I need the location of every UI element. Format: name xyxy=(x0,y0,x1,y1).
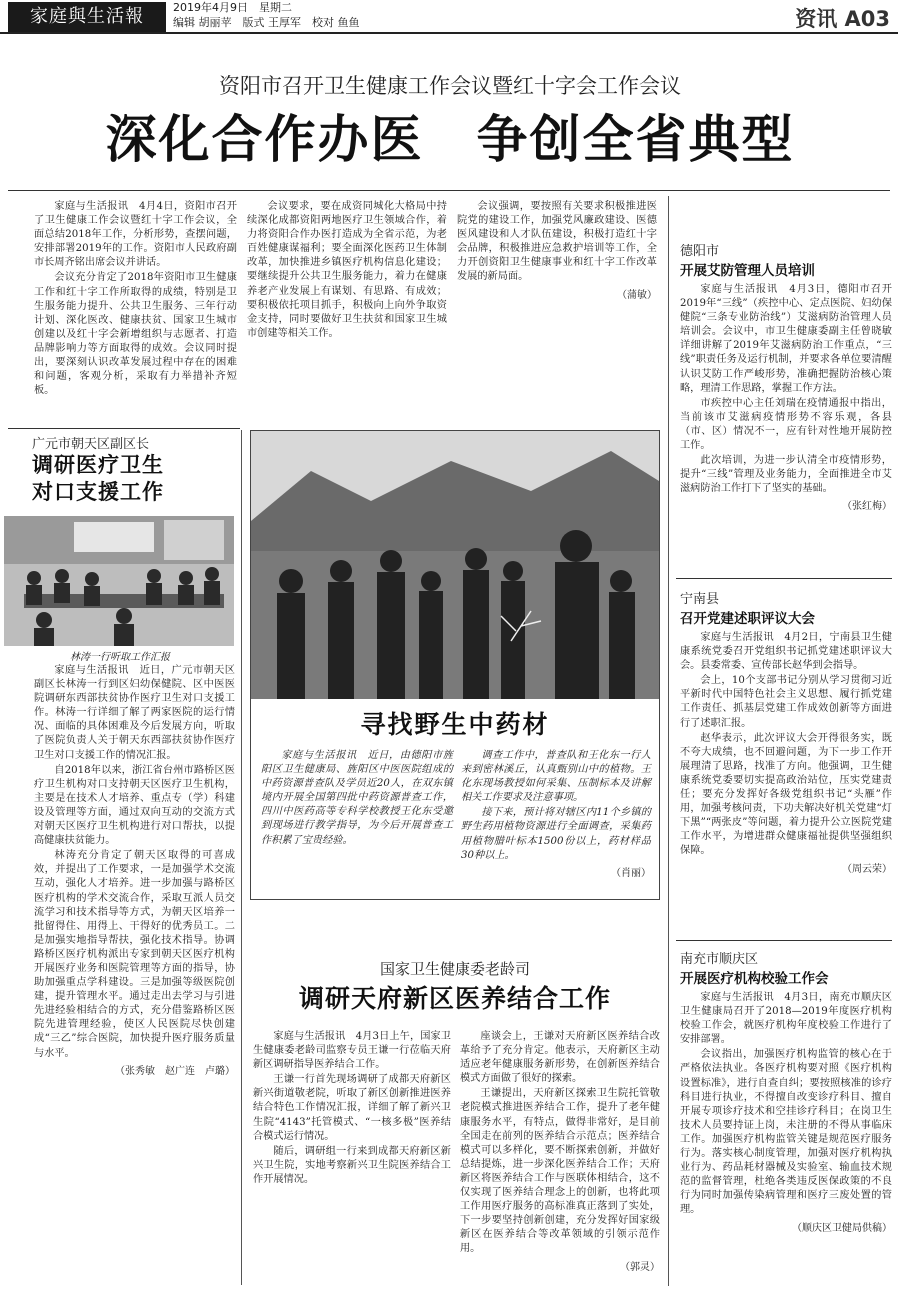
guangyuan-signature: （张秀敏 赵广连 卢璐） xyxy=(115,1065,235,1077)
main-story-paragraph: 会议强调，要按照有关要求积极推进医院党的建设工作，加强党风廉政建设、医德医风建设和人才队伍建设，积极打造红十字会品牌，积极推进应急救护培训等工作，全力开创资阳卫生健康事业和红十字工作改革发展的新局面。 xyxy=(457,201,657,283)
tianfu-signature: （郭灵） xyxy=(620,1261,660,1273)
deyang-paragraph: 市疾控中心主任刘瑞在疫情通报中指出，当前该市艾滋病疫情形势不容乐观，各县（市、区）情况不一，应有针对性地开展防控工作。 xyxy=(680,397,892,452)
ningnan-story xyxy=(680,588,892,875)
guangyuan-photo-caption: 林涛一行听取工作汇报 xyxy=(70,652,170,663)
photo-story-paragraph: 接下来，预计将对辖区内11个乡镇的野生药用植物资源进行全面调查，采集药用植物腊叶标本1500份以上，药材样品30种以上。 xyxy=(461,807,651,861)
masthead-meta xyxy=(173,0,360,30)
guangyuan-place: 广元市朝天区副区长 xyxy=(32,437,150,452)
main-story-paragraph: 会议要求，要在成资同城化大格局中持续深化成都资阳两地医疗卫生领域合作，着力将资阳合作办医打造成为全省示范，为老百姓健康谋福利；要全面深化医药卫生体制改革，加快推进乡镇医疗机构信息化建设；要继续提升公共卫生服务能力，着力在健康养老产业发展上有谋划、有思路、有成效；要积极依托项目抓手，积极向上向外争取资金支持，同时要做好卫生扶贫和国家卫生城市创建等相关工作。 xyxy=(247,201,447,339)
photo-story-signature: （肖丽） xyxy=(611,867,651,879)
main-story-col-1 xyxy=(34,200,237,398)
guangyuan-headline xyxy=(32,451,232,505)
photo-story-box xyxy=(250,430,660,900)
ningnan-headline: 召开党建述职评议大会 xyxy=(680,611,815,627)
photo-story-image xyxy=(251,431,659,699)
deyang-story xyxy=(680,240,892,512)
deyang-headline: 开展艾防管理人员培训 xyxy=(680,263,815,279)
main-story-paragraph: 家庭与生活报讯 4月4日，资阳市召开了卫生健康工作会议暨红十字工作会议，全面总结2018年工作，分析形势，查摆问题，安排部署2019年的工作。资阳市人民政府副市长周齐铭出席会议并讲话。 xyxy=(34,201,237,269)
guangyuan-rule xyxy=(8,428,240,429)
deyang-place: 德阳市 xyxy=(680,244,720,259)
ningnan-paragraph: 赵华表示，此次评议大会开得很务实，既不夸大成绩，也不回避问题，为下一步工作开展理清了思路，找准了方向。他强调，卫生健康系统党委要切实提高政治站位，压实党建责任；要充分发挥好各级党组织书记“头雁”作用，加强考核问责，下功夫解决好机关党建“灯下黑”“两张皮”等问题，着力提升公立医院党建工作水平，为增进群众健康福祉提供坚强组织保障。 xyxy=(680,732,892,857)
ningnan-paragraph: 家庭与生活报讯 4月2日，宁南县卫生健康系统党委召开党组织书记抓党建述职评议大会。县委常委、宣传部长赵华到会指导。 xyxy=(680,632,892,672)
shunqing-paragraph: 会议指出，加强医疗机构监管的核心在于严格依法执业。各医疗机构要对照《医疗机构设置标准》，进行自查自纠；要按照核准的诊疗科目进行执业，不得擅自改变诊疗科目、擅自开展专项诊疗技术和空挂诊疗科目；在岗卫生技术人员要持证上岗，未注册的不得从事临床工作。加强医疗机构监管关键是规范医疗服务行为。落实核心制度管理，加强对医疗机构执业行为、药品耗材器械及实验室、输血技术规范的监督管理，杜绝各类违反医保政策的不良行为同时加强传染病管理和医疗三废处置的管理。 xyxy=(680,1049,892,1216)
newspaper-logo: 家庭與生活報 xyxy=(8,2,166,32)
main-story-col-2 xyxy=(247,200,447,341)
guangyuan-body xyxy=(34,664,235,1077)
main-story-paragraph: 会议充分肯定了2018年资阳市卫生健康工作和红十字工作所取得的成绩，特别是卫生服务能力提升、公共卫生服务、三年行动计划、深化医改、健康扶贫、国家卫生城市创建以及红十字会新增组织与志愿者、打造品牌影响力等方面取得的成效。会议同时提出，要深刻认识改革发展过程中存在的困难和问题，客观分析，采取有力举措补齐短板。 xyxy=(34,272,237,397)
shunqing-signature: （顺庆区卫健局供稿） xyxy=(792,1222,892,1234)
main-story-kicker: 资阳市召开卫生健康工作会议暨红十字会工作会议 xyxy=(219,74,681,98)
shunqing-place: 南充市顺庆区 xyxy=(680,952,759,967)
guangyuan-headline-line: 对口支援工作 xyxy=(32,479,164,504)
shunqing-rule xyxy=(676,940,892,941)
tianfu-col-2 xyxy=(460,1030,660,1273)
main-story-rule xyxy=(8,190,890,191)
tianfu-paragraph: 王谦一行首先现场调研了成都天府新区新兴街道敬老院，听取了新区创新推进医养结合特色工作情况汇报，详细了解了新兴卫生院“4143”托管模式、“一核多极”医养结合模式运行情况。 xyxy=(253,1074,451,1142)
ningnan-paragraph: 会上，10个支部书记分别从学习贯彻习近平新时代中国特色社会主义思想、履行抓党建工作责任、抓基层党建工作成效创新等方面进行了述职汇报。 xyxy=(680,675,892,729)
guangyuan-paragraph: 家庭与生活报讯 近日，广元市朝天区副区长林涛一行到区妇幼保健院、区中医医院调研东西部扶贫协作医疗卫生对口支援工作。林涛一行详细了解了两家医院的运行情况、面临的具体困难及今后发展方向，听取了医院负责人关于朝天东西部扶贫协作医疗卫生对口支援工作的情况汇报。 xyxy=(34,665,235,761)
meeting-photo-illustration xyxy=(4,516,234,646)
wild-herb-search-photo xyxy=(251,431,659,699)
photo-story-col-2 xyxy=(461,749,651,879)
photo-story-col-1 xyxy=(261,749,453,848)
guangyuan-paragraph: 自2018年以来，浙江省台州市路桥区医疗卫生机构对口支持朝天区医疗卫生机构，主要是在技术人才培养、重点专（学）科建设及管理等方面，通过双向互动的交流方式对朝天区医疗卫生机构进行对口帮扶，以提高健康扶贫能力。 xyxy=(34,764,235,847)
column-divider xyxy=(241,430,242,1285)
shunqing-story xyxy=(680,948,892,1234)
main-story-signature: （蒲敏） xyxy=(617,289,657,301)
ningnan-place: 宁南县 xyxy=(680,592,720,607)
tianfu-paragraph: 随后，调研组一行来到成都天府新区新兴卫生院，实地考察新兴卫生院医养结合工作开展情况。 xyxy=(253,1145,451,1185)
staff-credits: 编辑 胡丽苹 版式 王厚军 校对 鱼鱼 xyxy=(173,16,360,29)
tianfu-col-1 xyxy=(253,1030,451,1187)
masthead xyxy=(0,0,898,34)
ningnan-rule xyxy=(676,578,892,579)
column-divider xyxy=(668,196,669,1286)
shunqing-headline: 开展医疗机构校验工作会 xyxy=(680,971,829,987)
tianfu-paragraph: 座谈会上，王谦对天府新区医养结合改革给予了充分肯定。他表示，天府新区主动适应老年健康服务新形势，在创新医养结合模式方面做了很好的探索。 xyxy=(460,1031,660,1085)
issue-date: 2019年4月9日 星期二 xyxy=(173,1,292,14)
deyang-paragraph: 家庭与生活报讯 4月3日，德阳市召开2019年“三线”（疾控中心、定点医院、妇幼保健院“三条专业防治线”）艾滋病防治管理人员培训会。会议中，市卫生健康委副主任曾晓敏详细讲解了2019年艾滋病防治工作重点，“三线”职责任务及运行机制，并要求各单位要清醒认识艾防工作严峻形势，准确把握防治核心策略，理清工作思路，掌握工作方法。 xyxy=(680,284,892,394)
guangyuan-photo xyxy=(4,516,234,646)
section-label: 资讯 A03 xyxy=(795,7,890,31)
photo-story-headline: 寻找野生中药材 xyxy=(360,710,550,739)
photo-story-paragraph: 调查工作中，普查队和王化东一行人来到密林溪丘，认真甄别山中的植物。王化东现场教授如何采集、压制标本及讲解相关工作要求及注意事项。 xyxy=(461,750,651,804)
guangyuan-headline-line: 调研医疗卫生 xyxy=(32,452,164,477)
shunqing-paragraph: 家庭与生活报讯 4月3日，南充市顺庆区卫生健康局召开了2018—2019年度医疗机构校验工作会，就医疗机构年度校验工作进行了安排部署。 xyxy=(680,992,892,1046)
tianfu-kicker: 国家卫生健康委老龄司 xyxy=(379,960,530,978)
tianfu-paragraph: 王谦提出，天府新区探索卫生院托管敬老院模式推进医养结合工作，提升了老年健康服务水平，有特点，做得非常好，是目前全国走在前列的医养结合示范点；医养结合模式可以多样化，要不断探索创新，并做好总结提炼，进一步深化医养结合工作；天府新区将医养结合工作与医联体相结合，这不仅实现了医养结合理念上的创新，也将此项工作用医疗服务的高标准真正落到了实处，下一步要坚持创新创建，充分发挥好国家级新区在医养结合等改革领域的引领示范作用。 xyxy=(460,1088,660,1255)
photo-story-paragraph: 家庭与生活报讯 近日，由德阳市旌阳区卫生健康局、旌阳区中医医院组成的中药资源普查队及学员近20人，在双东镇境内开展全国第四批中药资源普查工作，四川中医药高等专科学校教授王化东受邀到现场进行教学指导，为今后开展普查工作积累了宝贵经验。 xyxy=(261,750,453,846)
tianfu-paragraph: 家庭与生活报讯 4月3日上午，国家卫生健康委老龄司监察专员王谦一行莅临天府新区调研指导医养结合工作。 xyxy=(253,1031,451,1071)
main-story-col-3 xyxy=(457,200,657,301)
main-story-headline: 深化合作办医 争创全省典型 xyxy=(105,110,795,170)
guangyuan-paragraph: 林涛充分肯定了朝天区取得的可喜成效，并提出了工作要求，一是加强学术交流互动，强化人才培养。进一步加强与路桥区医疗机构的学术交流合作，采取互派人员交流学习和技术指导等方式，为朝天区培养一批留得住、用得上、干得好的优秀员工。二是加强实地指导帮扶，强化技术指导。协调路桥区医疗机构派出专家到朝天区医疗机构开展医疗业务和医院管理等方面的指导，协助加强重点学科建设。三是加强等级医院创建，提升管理水平。通过走出去学习与引进先进经验相结合的方式，充分借鉴路桥区医院先进管理经验，使区人民医院尽快创建成“三乙”综合医院，加快提升医疗服务质量与水平。 xyxy=(34,850,235,1059)
tianfu-headline: 调研天府新区医养结合工作 xyxy=(298,984,611,1013)
ningnan-signature: （周云荣） xyxy=(842,863,892,875)
deyang-signature: （张红梅） xyxy=(842,501,892,513)
deyang-paragraph: 此次培训，为进一步认清全市疫情形势，提升“三线”管理及业务能力，全面推进全市艾滋病防治工作打下了坚实的基础。 xyxy=(680,455,892,495)
